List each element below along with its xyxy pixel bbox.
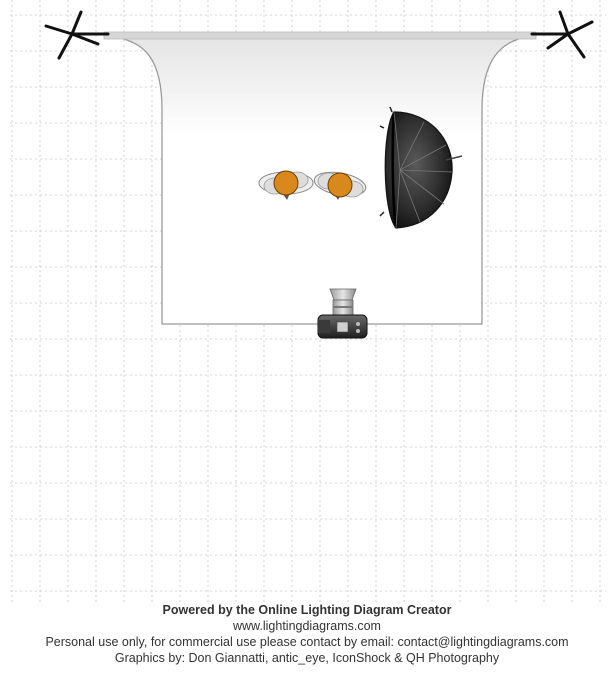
credit-title: Powered by the Online Lighting Diagram Creator	[162, 603, 452, 617]
credit-license: Personal use only, for commercial use please contact by email: contact@lightingdiagrams.com	[45, 635, 569, 649]
lens-hood	[330, 289, 356, 300]
backdrop-stand-right[interactable]	[532, 12, 592, 57]
person-head	[328, 173, 352, 197]
credit-url[interactable]: www.lightingdiagrams.com	[233, 619, 381, 633]
backdrop-crossbar	[104, 32, 536, 39]
person-head	[274, 171, 298, 195]
credit-graphics: Graphics by: Don Giannatti, antic_eye, IconShock & QH Photography	[114, 651, 500, 665]
camera-screen	[337, 322, 348, 332]
